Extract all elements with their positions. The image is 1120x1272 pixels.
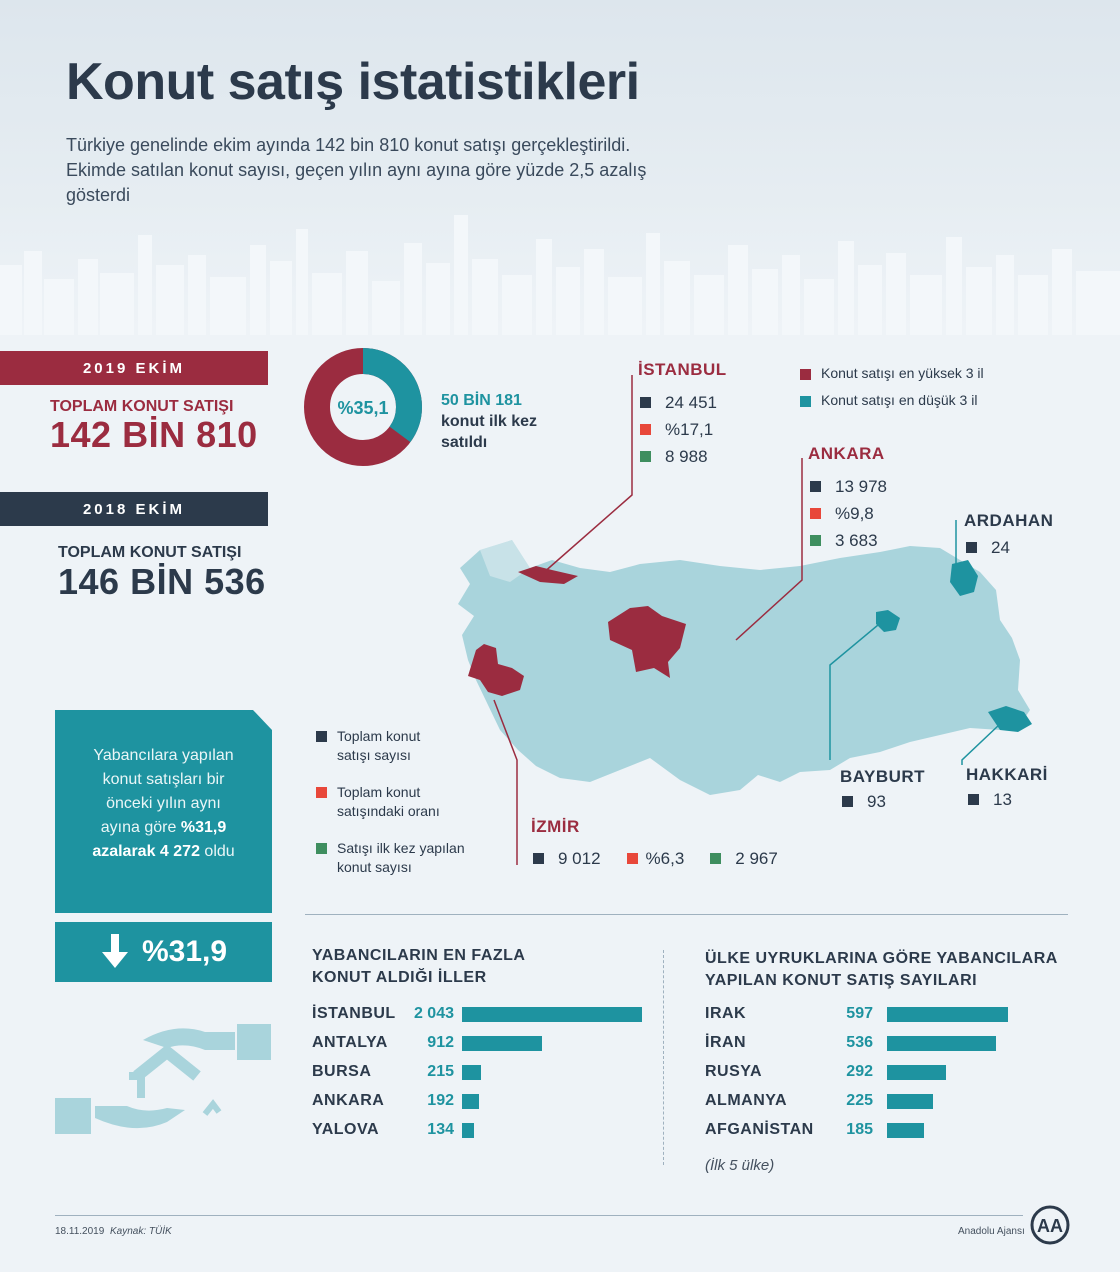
ratio-swatch	[627, 853, 638, 864]
total-swatch	[316, 731, 327, 742]
provinces-bar-chart	[312, 1004, 652, 1154]
istanbul-first	[640, 443, 717, 470]
izmir-total	[533, 845, 601, 872]
legend-high-label: Konut satışı en yüksek 3 il	[821, 365, 984, 381]
izmir-first	[710, 845, 778, 872]
stat-legend-total-l1: Toplam konut	[337, 728, 421, 744]
band-2019: 2019 EKİM	[0, 351, 268, 385]
total-swatch	[842, 796, 853, 807]
charts-divider	[663, 950, 664, 1165]
istanbul-name: İSTANBUL	[638, 360, 727, 379]
izmir-name: İZMİR	[531, 817, 580, 836]
ankara-first	[810, 527, 887, 554]
stat-legend-ratio-l2: satışındaki oranı	[337, 803, 440, 819]
foreign-line-5: azalarak 4 272 oldu	[92, 843, 235, 860]
provinces-chart-title-l2: KONUT ALDIĞI İLLER	[312, 969, 487, 986]
total-sales-value-2019: 142 BİN 810	[50, 414, 258, 455]
hakkari-total	[968, 786, 1012, 813]
total-swatch	[966, 542, 977, 553]
province-bar	[462, 1036, 542, 1051]
box-corner-notch	[253, 710, 272, 730]
stat-legend-ratio-l1: Toplam konut	[337, 784, 421, 800]
total-swatch	[533, 853, 544, 864]
province-bar-value: 192	[427, 1092, 454, 1109]
country-bar	[887, 1007, 1008, 1022]
province-bar-row	[312, 1091, 652, 1111]
province-bar-label: ANTALYA	[312, 1034, 388, 1051]
province-bar-label: BURSA	[312, 1063, 372, 1080]
country-bar-row	[705, 1062, 1025, 1082]
ardahan-total	[966, 534, 1010, 561]
stat-legend-ratio	[316, 783, 465, 821]
istanbul-ratio-value: %17,1	[665, 419, 714, 439]
stat-legend	[316, 727, 465, 877]
province-bar-label: ANKARA	[312, 1092, 385, 1109]
ratio-swatch	[810, 508, 821, 519]
izmir-total-value: 9 012	[558, 848, 601, 868]
province-bar	[462, 1123, 474, 1138]
hakkari-name: HAKKARİ	[966, 765, 1048, 784]
izmir-ratio-value: %6,3	[645, 848, 685, 868]
foreign-line-3: önceki yılın aynı	[106, 795, 221, 812]
country-bar	[887, 1123, 924, 1138]
stat-legend-first-l1: Satışı ilk kez yapılan	[337, 840, 465, 856]
provinces-chart-title	[312, 945, 525, 989]
bayburt-total	[842, 788, 886, 815]
countries-chart-title-l1: ÜLKE UYRUKLARINA GÖRE YABANCILARA	[705, 950, 1058, 967]
ankara-ratio	[810, 500, 887, 527]
page-title: Konut satış istatistikleri	[66, 53, 640, 111]
first-swatch	[810, 535, 821, 546]
donut-caption-line2: konut ilk kez	[441, 413, 538, 430]
country-bar	[887, 1036, 996, 1051]
istanbul-ratio	[640, 416, 717, 443]
country-bar-label: ALMANYA	[705, 1092, 788, 1109]
ardahan-name: ARDAHAN	[964, 511, 1054, 530]
country-bar-label: AFGANİSTAN	[705, 1121, 814, 1138]
stat-legend-total-l2: satışı sayısı	[337, 747, 411, 763]
ankara-ratio-value: %9,8	[835, 503, 874, 523]
countries-chart-title-l2: YAPILAN KONUT SATIŞ SAYILARI	[705, 972, 978, 989]
aa-logo	[1030, 1205, 1070, 1245]
stat-legend-first	[316, 839, 465, 877]
total-sales-label-2018: TOPLAM KONUT SATIŞI	[58, 544, 242, 561]
footer-agency: Anadolu Ajansı	[958, 1226, 1025, 1237]
izmir-stats	[533, 845, 778, 872]
istanbul-stats	[640, 389, 717, 470]
countries-note: (İlk 5 ülke)	[705, 1157, 775, 1174]
hakkari-total-value: 13	[993, 789, 1012, 809]
istanbul-total-value: 24 451	[665, 392, 717, 412]
footer-source: Kaynak: TÜİK	[110, 1226, 172, 1237]
stat-legend-total	[316, 727, 465, 765]
province-bar-label: YALOVA	[312, 1121, 380, 1138]
country-bar-value: 292	[846, 1063, 873, 1080]
country-bar-label: IRAK	[705, 1005, 747, 1022]
country-bar	[887, 1065, 946, 1080]
total-sales-label-2019: TOPLAM KONUT SATIŞI	[50, 398, 234, 415]
total-swatch	[640, 397, 651, 408]
foreign-line-2: konut satışları bir	[102, 771, 225, 788]
countries-bar-chart	[705, 1004, 1025, 1154]
bayburt-name: BAYBURT	[840, 767, 926, 786]
country-bar-value: 536	[846, 1034, 873, 1051]
province-bar-label: İSTANBUL	[312, 1005, 396, 1022]
band-2018: 2018 EKİM	[0, 492, 268, 526]
total-swatch	[968, 794, 979, 805]
country-bar-value: 597	[846, 1005, 873, 1022]
legend-low-label: Konut satışı en düşük 3 il	[821, 392, 978, 408]
istanbul-total	[640, 389, 717, 416]
first-swatch	[316, 843, 327, 854]
foreign-decrease-badge	[55, 922, 272, 982]
ankara-name: ANKARA	[808, 444, 885, 463]
country-bar	[887, 1094, 933, 1109]
countries-chart-title	[705, 948, 1058, 992]
country-bar-label: İRAN	[705, 1034, 747, 1051]
intro-line-2: Ekimde satılan konut sayısı, geçen yılın aynı ayına göre yüzde 2,5 azalış	[66, 160, 647, 180]
ratio-swatch	[316, 787, 327, 798]
province-bar-value: 134	[427, 1121, 454, 1138]
arrow-down-icon	[100, 934, 130, 970]
izmir-first-value: 2 967	[735, 848, 778, 868]
provinces-chart-title-l1: YABANCILARIN EN FAZLA	[312, 947, 526, 964]
country-bar-row	[705, 1091, 1025, 1111]
ankara-total-value: 13 978	[835, 476, 887, 496]
aa-logo-icon	[1030, 1205, 1070, 1245]
donut-center-label: %35,1	[337, 398, 389, 418]
province-bar	[462, 1094, 479, 1109]
stat-legend-first-l2: konut sayısı	[337, 859, 412, 875]
province-bar-row	[312, 1004, 652, 1024]
country-bar-label: RUSYA	[705, 1063, 763, 1080]
province-bar-value: 215	[427, 1063, 454, 1080]
province-bar-value: 2 043	[413, 1005, 454, 1022]
country-bar-row	[705, 1120, 1025, 1140]
intro-line-1: Türkiye genelinde ekim ayında 142 bin 810 konut satışı gerçekleştirildi.	[66, 135, 631, 155]
province-bar	[462, 1065, 481, 1080]
donut-caption-line3: satıldı	[441, 434, 488, 451]
foreign-line-1: Yabancılara yapılan	[93, 747, 234, 764]
country-bar-row	[705, 1033, 1025, 1053]
ardahan-total-value: 24	[991, 537, 1010, 557]
country-bar-row	[705, 1004, 1025, 1024]
first-swatch	[710, 853, 721, 864]
aa-logo-text: AA	[1037, 1216, 1063, 1236]
province-bar-value: 912	[427, 1034, 454, 1051]
house-in-hands-icon	[55, 1018, 275, 1138]
province-bar-row	[312, 1033, 652, 1053]
country-bar-value: 185	[846, 1121, 873, 1138]
istanbul-first-value: 8 988	[665, 446, 708, 466]
province-bar-row	[312, 1062, 652, 1082]
footer-date: 18.11.2019	[55, 1226, 105, 1237]
ankara-first-value: 3 683	[835, 530, 878, 550]
ankara-stats	[810, 473, 887, 554]
izmir-ratio	[627, 845, 685, 872]
bayburt-total-value: 93	[867, 791, 886, 811]
province-bar	[462, 1007, 642, 1022]
total-sales-value-2018: 146 BİN 536	[58, 561, 266, 602]
first-swatch	[640, 451, 651, 462]
foreign-line-4: ayına göre %31,9	[100, 819, 227, 836]
ankara-total	[810, 473, 887, 500]
section-divider	[305, 914, 1068, 915]
province-bar-row	[312, 1120, 652, 1140]
foreign-sales-box	[55, 710, 272, 913]
foreign-decrease-value: %31,9	[141, 935, 228, 968]
ratio-swatch	[640, 424, 651, 435]
country-bar-value: 225	[846, 1092, 873, 1109]
intro-line-3: gösterdi	[66, 185, 131, 205]
total-swatch	[810, 481, 821, 492]
footer-divider	[55, 1215, 1023, 1216]
donut-caption-value: 50 BİN 181	[441, 392, 522, 409]
